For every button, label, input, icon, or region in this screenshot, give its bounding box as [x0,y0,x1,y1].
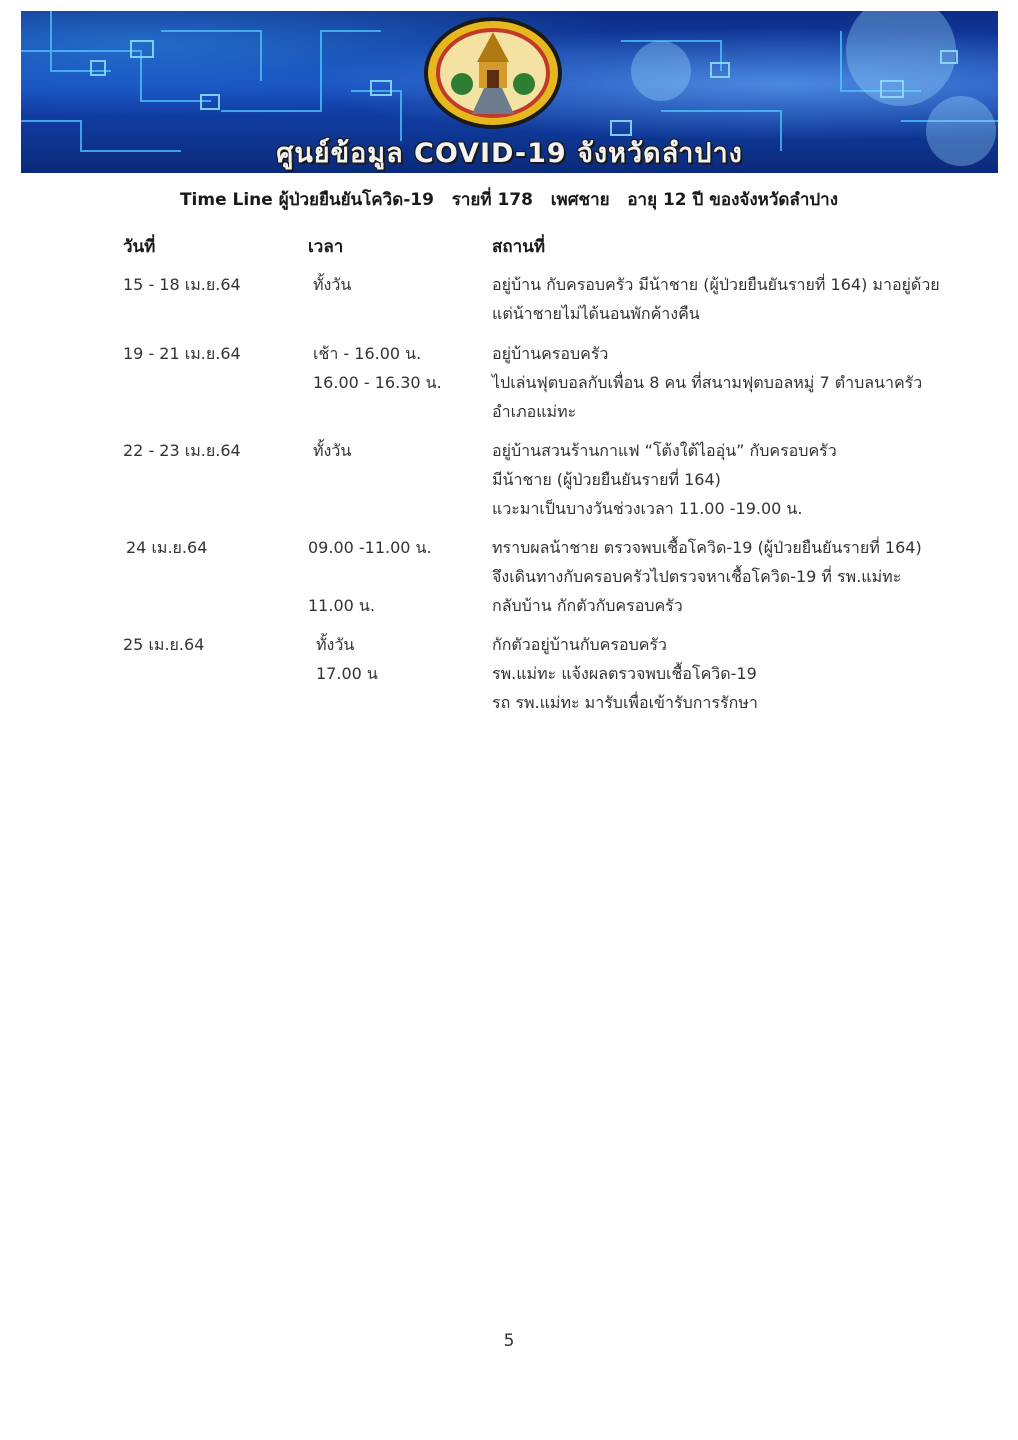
row-place: มีน้าชาย (ผู้ป่วยยืนยันรายที่ 164) [492,470,721,489]
row-place: อำเภอแม่ทะ [492,402,577,421]
row-date: 25 เม.ย.64 [123,635,205,654]
row-place: ทราบผลน้าชาย ตรวจพบเชื้อโควิด-19 (ผู้ป่วยยืนยันรายที่ 164) [492,538,922,557]
row-place: กักตัวอยู่บ้านกับครอบครัว [492,635,667,654]
header-banner [21,11,998,173]
row-time: 09.00 -11.00 น. [308,538,432,557]
row-place: ไปเล่นฟุตบอลกับเพื่อน 8 คน ที่สนามฟุตบอลหมู่ 7 ตำบลนาครัว [492,373,923,392]
row-date: 19 - 21 เม.ย.64 [123,344,241,363]
row-place: แวะมาเป็นบางวันช่วงเวลา 11.00 -19.00 น. [492,499,803,518]
row-date: 22 - 23 เม.ย.64 [123,441,241,460]
document-title: Time Line ผู้ป่วยยืนยันโควิด-19 รายที่ 178 เพศชาย อายุ 12 ปี ของจังหวัดลำปาง [179,190,839,210]
row-time: ทั้งวัน [313,441,352,460]
row-place: อยู่บ้าน กับครอบครัว มีน้าชาย (ผู้ป่วยยืนยันรายที่ 164) มาอยู่ด้วย [492,275,940,294]
row-time: ทั้งวัน [316,635,355,654]
header-place: สถานที่ [492,237,546,257]
header-date: วันที่ [123,237,156,257]
row-date: 15 - 18 เม.ย.64 [123,275,241,294]
lampang-seal-icon [422,14,564,132]
row-time: 11.00 น. [308,596,375,615]
row-time: 17.00 น [316,664,378,683]
row-place: กลับบ้าน กักตัวกับครอบครัว [492,596,683,615]
row-place: อยู่บ้านครอบครัว [492,344,609,363]
row-date: 24 เม.ย.64 [126,538,208,557]
row-time: ทั้งวัน [313,275,352,294]
page-number: 5 [503,1331,515,1351]
row-place: อยู่บ้านสวนร้านกาแฟ “โต้งใต้ไออุ่น” กับครอบครัว [492,441,837,460]
row-place: จึงเดินทางกับครอบครัวไปตรวจหาเชื้อโควิด-19 ที่ รพ.แม่ทะ [492,567,902,586]
row-place: รพ.แม่ทะ แจ้งผลตรวจพบเชื้อโควิด-19 [492,664,757,683]
row-time: เช้า - 16.00 น. [313,344,422,363]
header-time: เวลา [308,237,344,257]
row-place: รถ รพ.แม่ทะ มารับเพื่อเข้ารับการรักษา [492,693,758,712]
banner-title: ศูนย์ข้อมูล COVID-19 จังหวัดลำปาง [276,138,743,169]
row-time: 16.00 - 16.30 น. [313,373,442,392]
row-place: แต่น้าชายไม่ได้นอนพักค้างคืน [492,304,700,323]
